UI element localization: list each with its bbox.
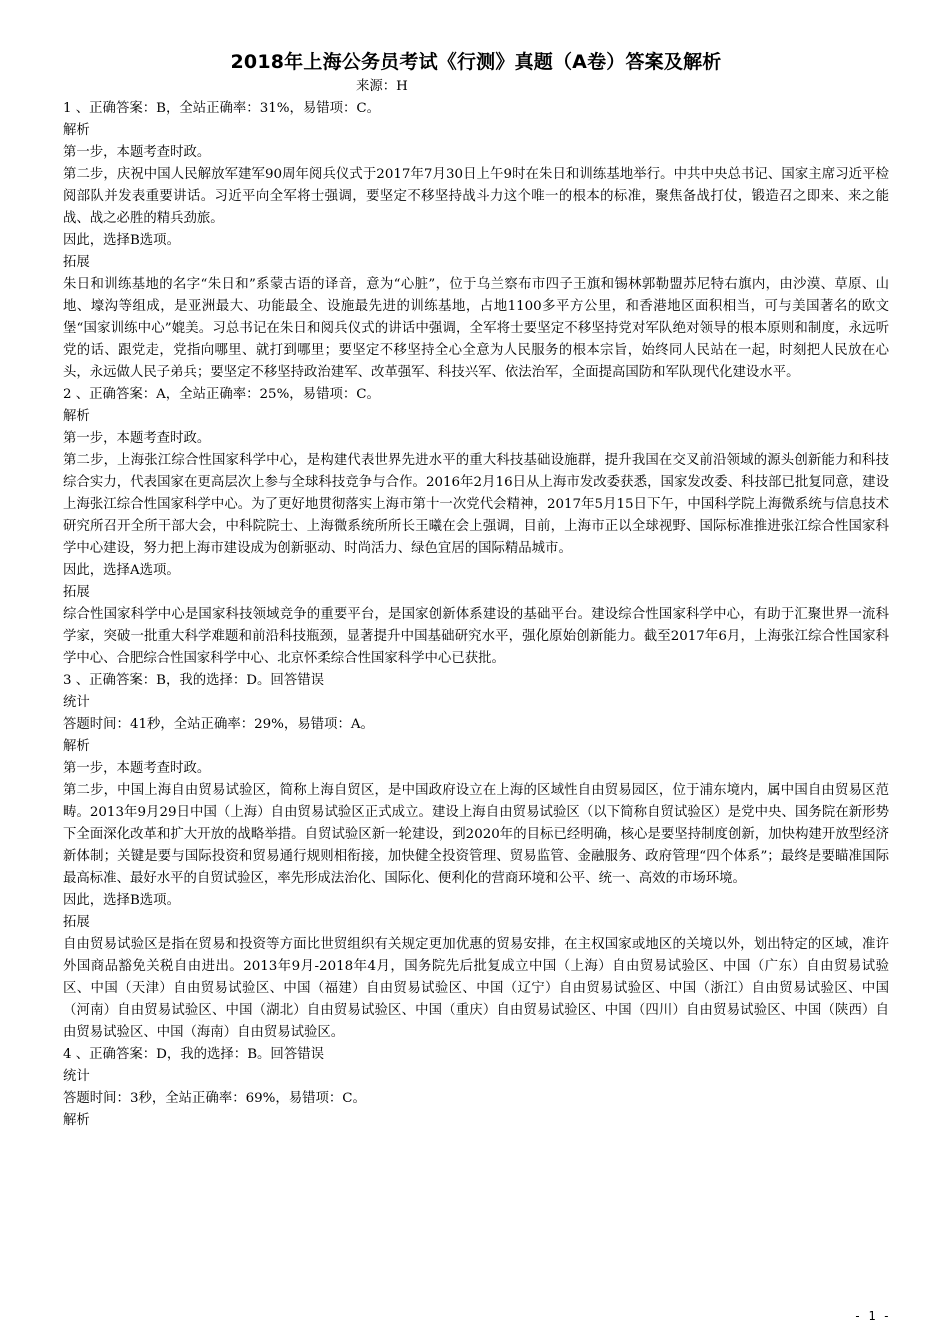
paragraph: 拓展 <box>63 255 90 270</box>
paragraph: 第一步，本题考查时政。 <box>63 431 211 446</box>
paragraph: 综合性国家科学中心是国家科技领域竞争的重要平台，是国家创新体系建设的基础平台。建设综合性国家科学中心，有助于汇聚世界一流科学家，突破一批重大科学难题和前沿科技瓶颈，显著提升中国基础研究水平，强化原始创新能力。截至2017年6月，上海张江综合性国家科学中心、合肥综合性国家科学中心、北京怀柔综合性国家科学中心已获批。 <box>63 607 889 666</box>
paragraph: 4 、正确答案：D，我的选择：B。回答错误 <box>63 1047 324 1062</box>
paragraph: 因此，选择B选项。 <box>63 233 180 248</box>
paragraph: 拓展 <box>63 585 90 600</box>
document-page <box>63 48 889 1132</box>
paragraph: 2 、正确答案：A，全站正确率：25%，易错项：C。 <box>63 387 380 402</box>
paragraph: 1 、正确答案：B，全站正确率：31%，易错项：C。 <box>63 101 381 116</box>
paragraph: 统计 <box>63 1069 90 1084</box>
paragraph: 因此，选择A选项。 <box>63 563 180 578</box>
paragraph: 第一步，本题考查时政。 <box>63 761 211 776</box>
paragraph: 第二步，中国上海自由贸易试验区，简称上海自贸区，是中国政府设立在上海的区域性自由贸易园区，位于浦东境内，属中国自由贸易区范畴。2013年9月29日中国（上海）自由贸易试验区正式成立。建设上海自由贸易试验区（以下简称自贸试验区）是党中央、国务院在新形势下全面深化改革和扩大开放的战略举措。自贸试验区新一轮建设，到2020年的目标已经明确，核心是要坚持制度创新，加快构建开放型经济新体制；关键是要与国际投资和贸易通行规则相衔接，加快健全投资管理、贸易监管、金融服务、政府管理“四个体系”；最终是要瞄准国际最高标准、最好水平的自贸试验区，率先形成法治化、国际化、便利化的营商环境和公平、统一、高效的市场环境。 <box>63 783 889 886</box>
paragraph: 拓展 <box>63 915 90 930</box>
paragraph: 解析 <box>63 739 90 754</box>
paragraph: 第一步，本题考查时政。 <box>63 145 211 160</box>
document-source: 来源：H <box>356 79 408 94</box>
page-number: - 1 - <box>853 1309 890 1323</box>
paragraph: 解析 <box>63 123 90 138</box>
paragraph: 解析 <box>63 1113 90 1128</box>
paragraph: 第二步，庆祝中国人民解放军建军90周年阅兵仪式于2017年7月30日上午9时在朱日和训练基地举行。中共中央总书记、国家主席习近平检阅部队并发表重要讲话。习近平向全军将士强调，要坚定不移坚持战斗力这个唯一的根本的标准，聚焦备战打仗，锻造召之即来、来之能战、战之必胜的精兵劲旅。 <box>63 167 889 226</box>
paragraph: 3 、正确答案：B，我的选择：D。回答错误 <box>63 673 324 688</box>
paragraph: 解析 <box>63 409 90 424</box>
document-title: 2018年上海公务员考试《行测》真题（A卷）答案及解析 <box>230 51 722 73</box>
paragraph: 因此，选择B选项。 <box>63 893 180 908</box>
document-body <box>63 98 889 1132</box>
paragraph: 第二步，上海张江综合性国家科学中心，是构建代表世界先进水平的重大科技基础设施群，提升我国在交叉前沿领域的源头创新能力和科技综合实力，代表国家在更高层次上参与全球科技竞争与合作。2016年2月16日从上海市发改委获悉，国家发改委、科技部已批复同意，建设上海张江综合性国家科学中心。为了更好地贯彻落实上海市第十一次党代会精神，2017年5月15日下午，中国科学院上海微系统与信息技术研究所召开全所干部大会，中科院院士、上海微系统所所长王曦在会上强调，目前，上海市正以全球视野、国际标准推进张江综合性国家科学中心建设，努力把上海市建设成为创新驱动、时尚活力、绿色宜居的国际精品城市。 <box>63 453 889 556</box>
paragraph: 朱日和训练基地的名字“朱日和”系蒙古语的译音，意为“心脏”，位于乌兰察布市四子王旗和锡林郭勒盟苏尼特右旗内，由沙漠、草原、山地、壕沟等组成，是亚洲最大、功能最全、设施最先进的训练基地，占地1100多平方公里，和香港地区面积相当，可与美国著名的欧文堡“国家训练中心”媲美。习总书记在朱日和阅兵仪式的讲话中强调，全军将士要坚定不移坚持党对军队绝对领导的根本原则和制度，永远听党的话、跟党走，党指向哪里、就打到哪里；要坚定不移坚持全心全意为人民服务的根本宗旨，始终同人民站在一起，时刻把人民放在心头，永远做人民子弟兵；要坚定不移坚持政治建军、改革强军、科技兴军、依法治军，全面提高国防和军队现代化建设水平。 <box>63 277 889 380</box>
paragraph: 自由贸易试验区是指在贸易和投资等方面比世贸组织有关规定更加优惠的贸易安排，在主权国家或地区的关境以外，划出特定的区域，准许外国商品豁免关税自由进出。2013年9月-2018年4月，国务院先后批复成立中国（上海）自由贸易试验区、中国（广东）自由贸易试验区、中国（天津）自由贸易试验区、中国（福建）自由贸易试验区、中国（辽宁）自由贸易试验区、中国（浙江）自由贸易试验区、中国（河南）自由贸易试验区、中国（湖北）自由贸易试验区、中国（重庆）自由贸易试验区、中国（四川）自由贸易试验区、中国（陕西）自由贸易试验区、中国（海南）自由贸易试验区。 <box>63 937 889 1040</box>
paragraph: 答题时间：41秒，全站正确率：29%，易错项：A。 <box>63 717 374 732</box>
paragraph: 统计 <box>63 695 90 710</box>
paragraph: 答题时间：3秒，全站正确率：69%，易错项：C。 <box>63 1091 366 1106</box>
